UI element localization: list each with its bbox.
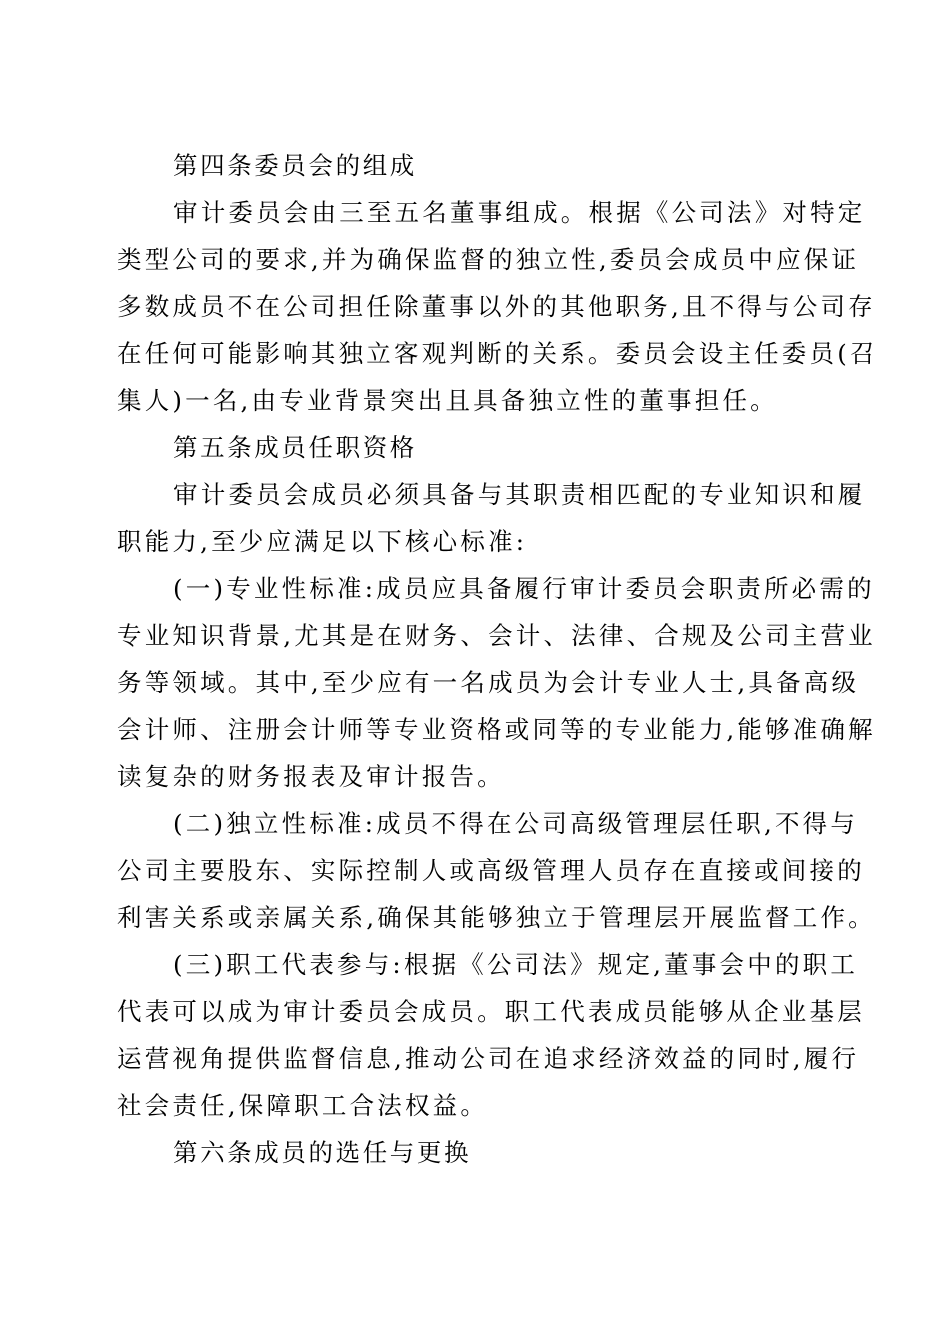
paragraph-line: 审计委员会成员必须具备与其职责相匹配的专业知识和履 (173, 480, 866, 509)
paragraph-line: 务等领域。其中,至少应有一名成员为会计专业人士,具备高级 (117, 668, 860, 697)
article-4-heading (117, 142, 829, 189)
paragraph-line: (一)专业性标准:成员应具备履行审计委员会职责所必需的 (173, 574, 875, 603)
article-5-intro-paragraph (117, 471, 866, 565)
paragraph-line: (二)独立性标准:成员不得在公司高级管理层任职,不得与 (173, 809, 859, 838)
article-5-heading (117, 424, 829, 471)
heading-text: 第六条成员的选任与更换 (173, 1138, 472, 1167)
paragraph-line: 利害关系或亲属关系,确保其能够独立于管理层开展监督工作。 (117, 903, 876, 932)
heading-text: 第五条成员任职资格 (173, 433, 417, 462)
paragraph-line: 审计委员会由三至五名董事组成。根据《公司法》对特定 (173, 198, 866, 227)
article-4-paragraph (117, 189, 878, 424)
paragraph-line: 公司主要股东、实际控制人或高级管理人员存在直接或间接的 (117, 856, 865, 885)
paragraph-line: 运营视角提供监督信息,推动公司在追求经济效益的同时,履行 (117, 1044, 860, 1073)
heading-text: 第四条委员会的组成 (173, 151, 417, 180)
paragraph-line: 读复杂的财务报表及审计报告。 (117, 762, 505, 791)
paragraph-line: 职能力,至少应满足以下核心标准: (117, 527, 528, 556)
paragraph-line: 社会责任,保障职工合法权益。 (117, 1091, 489, 1120)
paragraph-line: 会计师、注册会计师等专业资格或同等的专业能力,能够准确解 (117, 715, 876, 744)
paragraph-line: 集人)一名,由专业背景突出且具备独立性的董事担任。 (117, 386, 778, 415)
article-6-heading (117, 1129, 829, 1176)
paragraph-line: 代表可以成为审计委员会成员。职工代表成员能够从企业基层 (117, 997, 865, 1026)
paragraph-line: 在任何可能影响其独立客观判断的关系。委员会设主任委员(召 (117, 339, 878, 368)
employee-representative-paragraph (117, 941, 865, 1129)
professional-standard-paragraph (117, 565, 876, 800)
paragraph-line: 专业知识背景,尤其是在财务、会计、法律、合规及公司主营业 (117, 621, 876, 650)
paragraph-line: 类型公司的要求,并为确保监督的独立性,委员会成员中应保证 (117, 245, 860, 274)
paragraph-line: 多数成员不在公司担任除董事以外的其他职务,且不得与公司存 (117, 292, 876, 321)
document-body (117, 142, 878, 1176)
paragraph-line: (三)职工代表参与:根据《公司法》规定,董事会中的职工 (173, 950, 859, 979)
independence-standard-paragraph (117, 800, 876, 941)
